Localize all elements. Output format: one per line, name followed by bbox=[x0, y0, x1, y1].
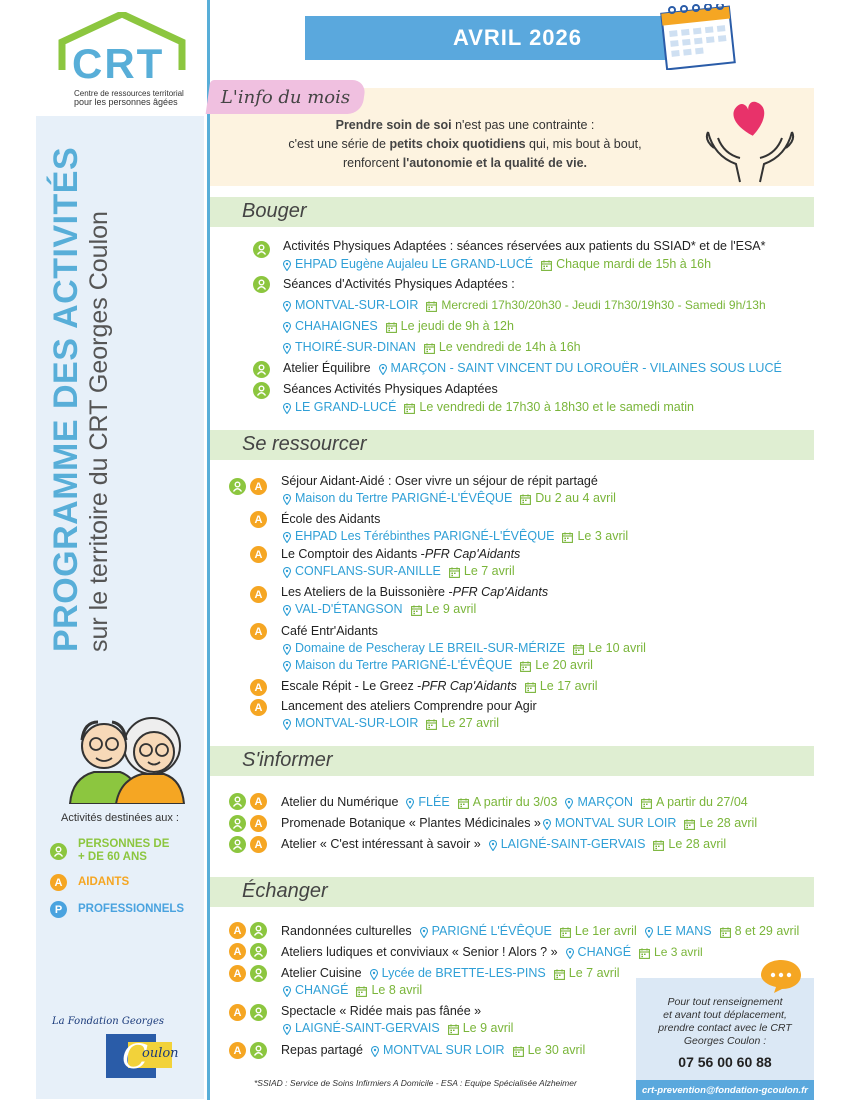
location bbox=[283, 318, 378, 334]
calendar-small-icon bbox=[411, 604, 422, 615]
calendar-small-icon bbox=[404, 402, 415, 413]
calendar-small-icon bbox=[356, 985, 367, 996]
location bbox=[566, 944, 631, 960]
calendar-small-icon bbox=[448, 1023, 459, 1034]
person-icon bbox=[250, 965, 267, 982]
foundation-name-2: oulon bbox=[142, 1046, 179, 1061]
date-text: A partir du 3/03 bbox=[472, 795, 558, 809]
activity-title-text: Escale Répit - Le Greez - bbox=[281, 679, 422, 693]
activity-title: Repas partagé bbox=[281, 1043, 364, 1057]
date-text: Le 28 avril bbox=[668, 837, 727, 851]
contact-line-4: Georges Coulon : bbox=[683, 1035, 767, 1047]
logo-subtitle-1: Centre de ressources territorial bbox=[74, 89, 184, 98]
location-pin-icon bbox=[283, 531, 291, 542]
date bbox=[356, 982, 422, 998]
location-text: PARIGNÉ L'ÉVÊQUE bbox=[431, 924, 552, 938]
date bbox=[573, 640, 646, 656]
date bbox=[684, 815, 757, 831]
location-text: EHPAD Eugène Aujaleu LE GRAND-LUCÉ bbox=[295, 257, 534, 271]
date bbox=[560, 923, 637, 939]
section-bouger-title: Bouger bbox=[242, 200, 307, 222]
location-text: Maison du Tertre PARIGNÉ-L'ÉVÊQUE bbox=[295, 658, 513, 672]
location-pin-icon bbox=[543, 818, 551, 829]
activity-title-text: Le Comptoir des Aidants - bbox=[281, 547, 425, 561]
location-pin-icon bbox=[283, 259, 291, 270]
date-text: Le 9 avril bbox=[462, 1021, 514, 1035]
activity-row bbox=[281, 815, 757, 831]
activity-row bbox=[281, 965, 620, 981]
location-text: CHANGÉ bbox=[295, 983, 349, 997]
calendar-small-icon bbox=[639, 947, 650, 958]
seniors-illustration bbox=[68, 700, 186, 804]
date bbox=[458, 794, 558, 810]
location-pin-icon bbox=[283, 985, 291, 996]
location-text: MARÇON - SAINT VINCENT DU LOROUËR - VILAINES SOUS LUCÉ bbox=[390, 361, 782, 375]
date bbox=[513, 1042, 586, 1058]
activity-title: Ateliers ludiques et conviviaux « Senior ! Alors ? » bbox=[281, 945, 558, 959]
location-pin-icon bbox=[283, 604, 291, 615]
section-ressourcer bbox=[210, 430, 814, 460]
calendar-small-icon bbox=[513, 1045, 524, 1056]
location-text: LE GRAND-LUCÉ bbox=[295, 400, 397, 414]
location bbox=[371, 1042, 505, 1058]
info-tag-label: L'info du mois bbox=[221, 86, 351, 108]
program-title-sub: sur le territoire du CRT Georges Coulon bbox=[85, 211, 113, 652]
crt-logo bbox=[58, 12, 186, 107]
activity-details bbox=[283, 490, 616, 506]
aidant-badge: A bbox=[229, 965, 246, 982]
location-pin-icon bbox=[283, 660, 291, 671]
location-pin-icon bbox=[406, 797, 414, 808]
activity-title: Atelier Cuisine bbox=[281, 966, 362, 980]
date bbox=[653, 836, 726, 852]
date bbox=[554, 965, 620, 981]
date bbox=[520, 490, 616, 506]
activity-details bbox=[283, 563, 515, 579]
location-pin-icon bbox=[566, 947, 574, 958]
calendar-small-icon bbox=[424, 342, 435, 353]
aidant-badge: A bbox=[250, 699, 267, 716]
date-text: Chaque mardi de 15h à 16h bbox=[556, 257, 712, 271]
location bbox=[283, 399, 396, 415]
date bbox=[449, 563, 515, 579]
activity-title bbox=[281, 546, 520, 562]
location-text: MONTVAL SUR LOIR bbox=[383, 1043, 505, 1057]
activity-title: Séances d'Activités Physiques Adaptées : bbox=[283, 277, 515, 291]
location-text: CONFLANS-SUR-ANILLE bbox=[295, 564, 441, 578]
location-pin-icon bbox=[379, 363, 387, 374]
activity-title: Séjour Aidant-Aidé : Oser vivre un séjour de répit partagé bbox=[281, 474, 598, 488]
aidant-badge: A bbox=[250, 546, 267, 563]
activity-title bbox=[281, 584, 548, 600]
activity-details bbox=[283, 297, 766, 313]
location bbox=[283, 563, 441, 579]
location-text: MONTVAL-SUR-LOIR bbox=[295, 716, 419, 730]
location-pin-icon bbox=[283, 718, 291, 729]
location-pin-icon bbox=[283, 566, 291, 577]
date bbox=[541, 256, 711, 272]
aidant-badge: A bbox=[50, 874, 67, 891]
location-text: CHAHAIGNES bbox=[295, 319, 378, 333]
activity-title: Atelier « C'est intéressant à savoir » bbox=[281, 837, 481, 851]
date bbox=[641, 794, 748, 810]
location-text: LE MANS bbox=[656, 924, 712, 938]
logo-subtitle-2: pour les personnes âgées bbox=[74, 97, 178, 107]
location-pin-icon bbox=[283, 643, 291, 654]
aidant-badge: A bbox=[250, 623, 267, 640]
activity-title: Randonnées culturelles bbox=[281, 924, 412, 938]
info-text bbox=[240, 116, 690, 173]
location bbox=[420, 923, 552, 939]
location-text: MARÇON bbox=[577, 795, 634, 809]
date bbox=[386, 318, 514, 334]
section-ressourcer-title: Se ressourcer bbox=[242, 433, 367, 455]
location-pin-icon bbox=[370, 968, 378, 979]
activity-title: Activités Physiques Adaptées : séances réservées aux patients du SSIAD* et de l'ESA* bbox=[283, 239, 766, 253]
section-informer-title: S'informer bbox=[242, 749, 333, 771]
section-bouger bbox=[210, 197, 814, 227]
date bbox=[411, 601, 477, 617]
calendar-small-icon bbox=[562, 531, 573, 542]
activity-row bbox=[281, 944, 703, 960]
activity-title: Café Entr'Aidants bbox=[281, 624, 378, 638]
month-banner: AVRIL 2026 bbox=[305, 16, 730, 60]
section-echanger-title: Échanger bbox=[242, 880, 328, 902]
location-pin-icon bbox=[420, 926, 428, 937]
activity-title-italic: PFR Cap'Aidants bbox=[452, 585, 549, 599]
date-text: Du 2 au 4 avril bbox=[535, 491, 616, 505]
location-pin-icon bbox=[283, 1023, 291, 1034]
calendar-small-icon bbox=[520, 660, 531, 671]
foundation-logo: La Fondation Georges C oulon bbox=[52, 1016, 179, 1077]
activity-title: École des Aidants bbox=[281, 512, 381, 526]
audience-legend bbox=[36, 812, 204, 928]
logo-subtitle bbox=[74, 89, 194, 107]
date bbox=[562, 528, 628, 544]
date-text: Le 20 avril bbox=[535, 658, 593, 672]
aidant-badge: A bbox=[250, 815, 267, 832]
activity-details bbox=[283, 256, 711, 272]
section-informer bbox=[210, 746, 814, 776]
activity-details bbox=[283, 657, 593, 673]
location bbox=[379, 360, 782, 376]
info-t2b: petits choix quotidiens bbox=[389, 137, 526, 151]
activity-row bbox=[281, 923, 799, 939]
activity-title: Séances Activités Physiques Adaptées bbox=[283, 382, 498, 396]
location-text: THOIRÉ-SUR-DINAN bbox=[295, 340, 416, 354]
activity-details bbox=[283, 339, 581, 355]
calendar-small-icon bbox=[684, 818, 695, 829]
location-pin-icon bbox=[371, 1045, 379, 1056]
heart-hands-icon bbox=[700, 92, 800, 184]
activity-row bbox=[281, 1042, 585, 1058]
person-icon bbox=[229, 836, 246, 853]
contact-phone[interactable]: 07 56 00 60 88 bbox=[678, 1054, 772, 1070]
calendar-small-icon bbox=[641, 797, 652, 808]
info-t3b: l'autonomie et la qualité de vie. bbox=[402, 156, 588, 170]
activity-title-text: Les Ateliers de la Buissonière - bbox=[281, 585, 453, 599]
activity-title-italic: PFR Cap'Aidants bbox=[421, 679, 517, 693]
calendar-small-icon bbox=[560, 926, 571, 937]
location-pin-icon bbox=[283, 321, 291, 332]
legend-aidants bbox=[50, 874, 204, 891]
location bbox=[283, 256, 533, 272]
legend-seniors-label-2: + DE 60 ANS bbox=[78, 851, 147, 863]
person-icon bbox=[250, 1042, 267, 1059]
chat-bubble-icon bbox=[760, 958, 802, 994]
activity-row bbox=[281, 678, 598, 694]
date-text: 8 et 29 avril bbox=[734, 924, 800, 938]
location-text: Lycée de BRETTE-LES-PINS bbox=[381, 966, 546, 980]
date bbox=[525, 678, 598, 694]
date-text: Le vendredi de 14h à 16h bbox=[438, 340, 581, 354]
contact-line-2: et avant tout déplacement, bbox=[663, 1009, 787, 1021]
contact-line-1: Pour tout renseignement bbox=[667, 996, 783, 1008]
calendar-small-icon bbox=[554, 968, 565, 979]
legend-pros-label: PROFESSIONNELS bbox=[78, 903, 185, 915]
aidant-badge: A bbox=[250, 511, 267, 528]
date-text: Le 3 avril bbox=[654, 945, 703, 959]
foundation-name: La Fondation Georges bbox=[52, 1016, 165, 1027]
location-pin-icon bbox=[283, 493, 291, 504]
calendar-small-icon bbox=[449, 566, 460, 577]
location-text: Domaine de Pescheray LE BREIL-SUR-MÉRIZE bbox=[295, 641, 566, 655]
logo-brand: CRT bbox=[72, 40, 165, 87]
location-pin-icon bbox=[645, 926, 653, 937]
date bbox=[520, 657, 593, 673]
activity-title-italic: PFR Cap'Aidants bbox=[424, 547, 521, 561]
location bbox=[283, 1020, 440, 1036]
info-t2a: c'est une série de bbox=[288, 137, 390, 151]
person-icon bbox=[250, 1004, 267, 1021]
person-icon bbox=[229, 815, 246, 832]
location bbox=[283, 640, 565, 656]
calendar-small-icon bbox=[426, 718, 437, 729]
legend-seniors bbox=[50, 838, 204, 864]
date-text: Mercredi 17h30/20h30 - Jeudi 17h30/19h30 - Samedi 9h/13h bbox=[441, 298, 766, 312]
date-text: Le 9 avril bbox=[425, 602, 477, 616]
calendar-small-icon bbox=[720, 926, 731, 937]
calendar-small-icon bbox=[653, 839, 664, 850]
location bbox=[283, 657, 512, 673]
person-icon bbox=[229, 793, 246, 810]
aidant-badge: A bbox=[229, 1004, 246, 1021]
legend-aidants-label: AIDANTS bbox=[78, 876, 130, 888]
aidant-badge: A bbox=[250, 586, 267, 603]
activity-details bbox=[283, 399, 694, 415]
calendar-small-icon bbox=[458, 797, 469, 808]
calendar-small-icon bbox=[386, 321, 397, 332]
date-text: Le vendredi de 17h30 à 18h30 et le samedi matin bbox=[419, 400, 694, 414]
person-icon bbox=[253, 382, 270, 399]
activity-row bbox=[281, 836, 726, 852]
location-text: CHANGÉ bbox=[577, 945, 632, 959]
calendar-small-icon bbox=[426, 300, 437, 311]
activity-row bbox=[283, 360, 782, 376]
activity-title: Spectacle « Ridée mais pas fânée » bbox=[281, 1004, 482, 1018]
location-text: MONTVAL SUR LOIR bbox=[554, 816, 677, 830]
contact-text bbox=[636, 996, 814, 1048]
location bbox=[489, 836, 646, 852]
date bbox=[404, 399, 694, 415]
legend-seniors-label-1: PERSONNES DE bbox=[78, 838, 170, 850]
person-icon bbox=[229, 478, 246, 495]
program-title bbox=[48, 142, 114, 652]
activity-details bbox=[283, 1020, 513, 1036]
location bbox=[283, 339, 416, 355]
person-icon bbox=[50, 843, 67, 860]
date bbox=[424, 339, 581, 355]
contact-line-3: prendre contact avec le CRT bbox=[658, 1022, 792, 1034]
calendar-small-icon bbox=[573, 643, 584, 654]
location-text: MONTVAL-SUR-LOIR bbox=[295, 298, 419, 312]
date-text: Le 27 avril bbox=[441, 716, 500, 730]
info-tag bbox=[206, 80, 367, 114]
activity-details bbox=[283, 601, 476, 617]
location bbox=[283, 982, 348, 998]
date bbox=[639, 944, 703, 960]
activity-details bbox=[283, 528, 628, 544]
location bbox=[283, 490, 512, 506]
person-icon bbox=[253, 361, 270, 378]
person-icon bbox=[253, 276, 270, 293]
location bbox=[283, 601, 403, 617]
aidant-badge: A bbox=[250, 836, 267, 853]
section-echanger bbox=[210, 877, 814, 907]
aidant-badge: A bbox=[250, 793, 267, 810]
date-text: Le 1er avril bbox=[574, 924, 637, 938]
location-pin-icon bbox=[283, 402, 291, 413]
audience-title: Activités destinées aux : bbox=[60, 812, 179, 824]
contact-email[interactable]: crt-prevention@fondation-gcoulon.fr bbox=[636, 1080, 814, 1100]
calendar-small-icon bbox=[525, 681, 536, 692]
location-pin-icon bbox=[283, 300, 291, 311]
calendar-small-icon bbox=[541, 259, 552, 270]
activity-title: Atelier du Numérique bbox=[281, 795, 399, 809]
activity-details bbox=[283, 982, 422, 998]
legend-pros bbox=[50, 901, 204, 918]
legend-seniors-label bbox=[78, 838, 169, 864]
aidant-badge: A bbox=[250, 478, 267, 495]
location bbox=[283, 297, 418, 313]
date-text: Le jeudi de 9h à 12h bbox=[400, 319, 514, 333]
location-text: FLÉE bbox=[418, 795, 450, 809]
date-text: Le 28 avril bbox=[699, 816, 758, 830]
date-text: Le 30 avril bbox=[527, 1043, 586, 1057]
aidant-badge: A bbox=[229, 922, 246, 939]
activity-title: Atelier Équilibre bbox=[283, 361, 371, 375]
date-text: Le 7 avril bbox=[568, 966, 620, 980]
location bbox=[543, 815, 677, 831]
pro-badge: P bbox=[50, 901, 67, 918]
location-text: VAL-D'ÉTANGSON bbox=[295, 602, 403, 616]
location bbox=[406, 794, 449, 810]
date-text: Le 8 avril bbox=[371, 983, 423, 997]
activity-details bbox=[283, 715, 499, 731]
footnote: *SSIAD : Service de Soins Infirmiers A Domicile - ESA : Equipe Spécialisée Alzheimer bbox=[254, 1078, 577, 1088]
date-text: A partir du 27/04 bbox=[656, 795, 748, 809]
location bbox=[283, 715, 418, 731]
activity-title: Promenade Botanique « Plantes Médicinales » bbox=[281, 816, 541, 830]
location-text: EHPAD Les Térébinthes PARIGNÉ-L'ÉVÊQUE bbox=[295, 529, 555, 543]
location-text: Maison du Tertre PARIGNÉ-L'ÉVÊQUE bbox=[295, 491, 513, 505]
activity-details bbox=[283, 318, 514, 334]
activity-title: Lancement des ateliers Comprendre pour Agir bbox=[281, 699, 537, 713]
info-t1b: n'est pas une contrainte : bbox=[451, 118, 595, 132]
date bbox=[426, 715, 499, 731]
date bbox=[426, 297, 765, 313]
date-text: Le 3 avril bbox=[577, 529, 629, 543]
aidant-badge: A bbox=[250, 679, 267, 696]
calendar-icon bbox=[660, 4, 740, 70]
location-pin-icon bbox=[489, 839, 497, 850]
location bbox=[283, 528, 554, 544]
location bbox=[565, 794, 633, 810]
person-icon bbox=[253, 241, 270, 258]
person-icon bbox=[250, 943, 267, 960]
info-t1a: Prendre soin de soi bbox=[335, 118, 452, 132]
location bbox=[370, 965, 546, 981]
location bbox=[645, 923, 712, 939]
aidant-badge: A bbox=[229, 943, 246, 960]
info-t2c: qui, mis bout à bout, bbox=[525, 137, 642, 151]
activity-row bbox=[281, 794, 748, 810]
location-text: LAIGNÉ-SAINT-GERVAIS bbox=[500, 837, 646, 851]
date-text: Le 7 avril bbox=[463, 564, 515, 578]
location-pin-icon bbox=[283, 342, 291, 353]
date bbox=[720, 923, 800, 939]
calendar-small-icon bbox=[520, 493, 531, 504]
info-t3a: renforcent bbox=[342, 156, 403, 170]
program-title-main: PROGRAMME DES ACTIVITÉS bbox=[47, 146, 85, 652]
activity-details bbox=[283, 640, 646, 656]
location-text: LAIGNÉ-SAINT-GERVAIS bbox=[295, 1021, 440, 1035]
date-text: Le 10 avril bbox=[588, 641, 646, 655]
person-icon bbox=[250, 922, 267, 939]
aidant-badge: A bbox=[229, 1042, 246, 1059]
location-pin-icon bbox=[565, 797, 573, 808]
date bbox=[448, 1020, 514, 1036]
date-text: Le 17 avril bbox=[539, 679, 598, 693]
